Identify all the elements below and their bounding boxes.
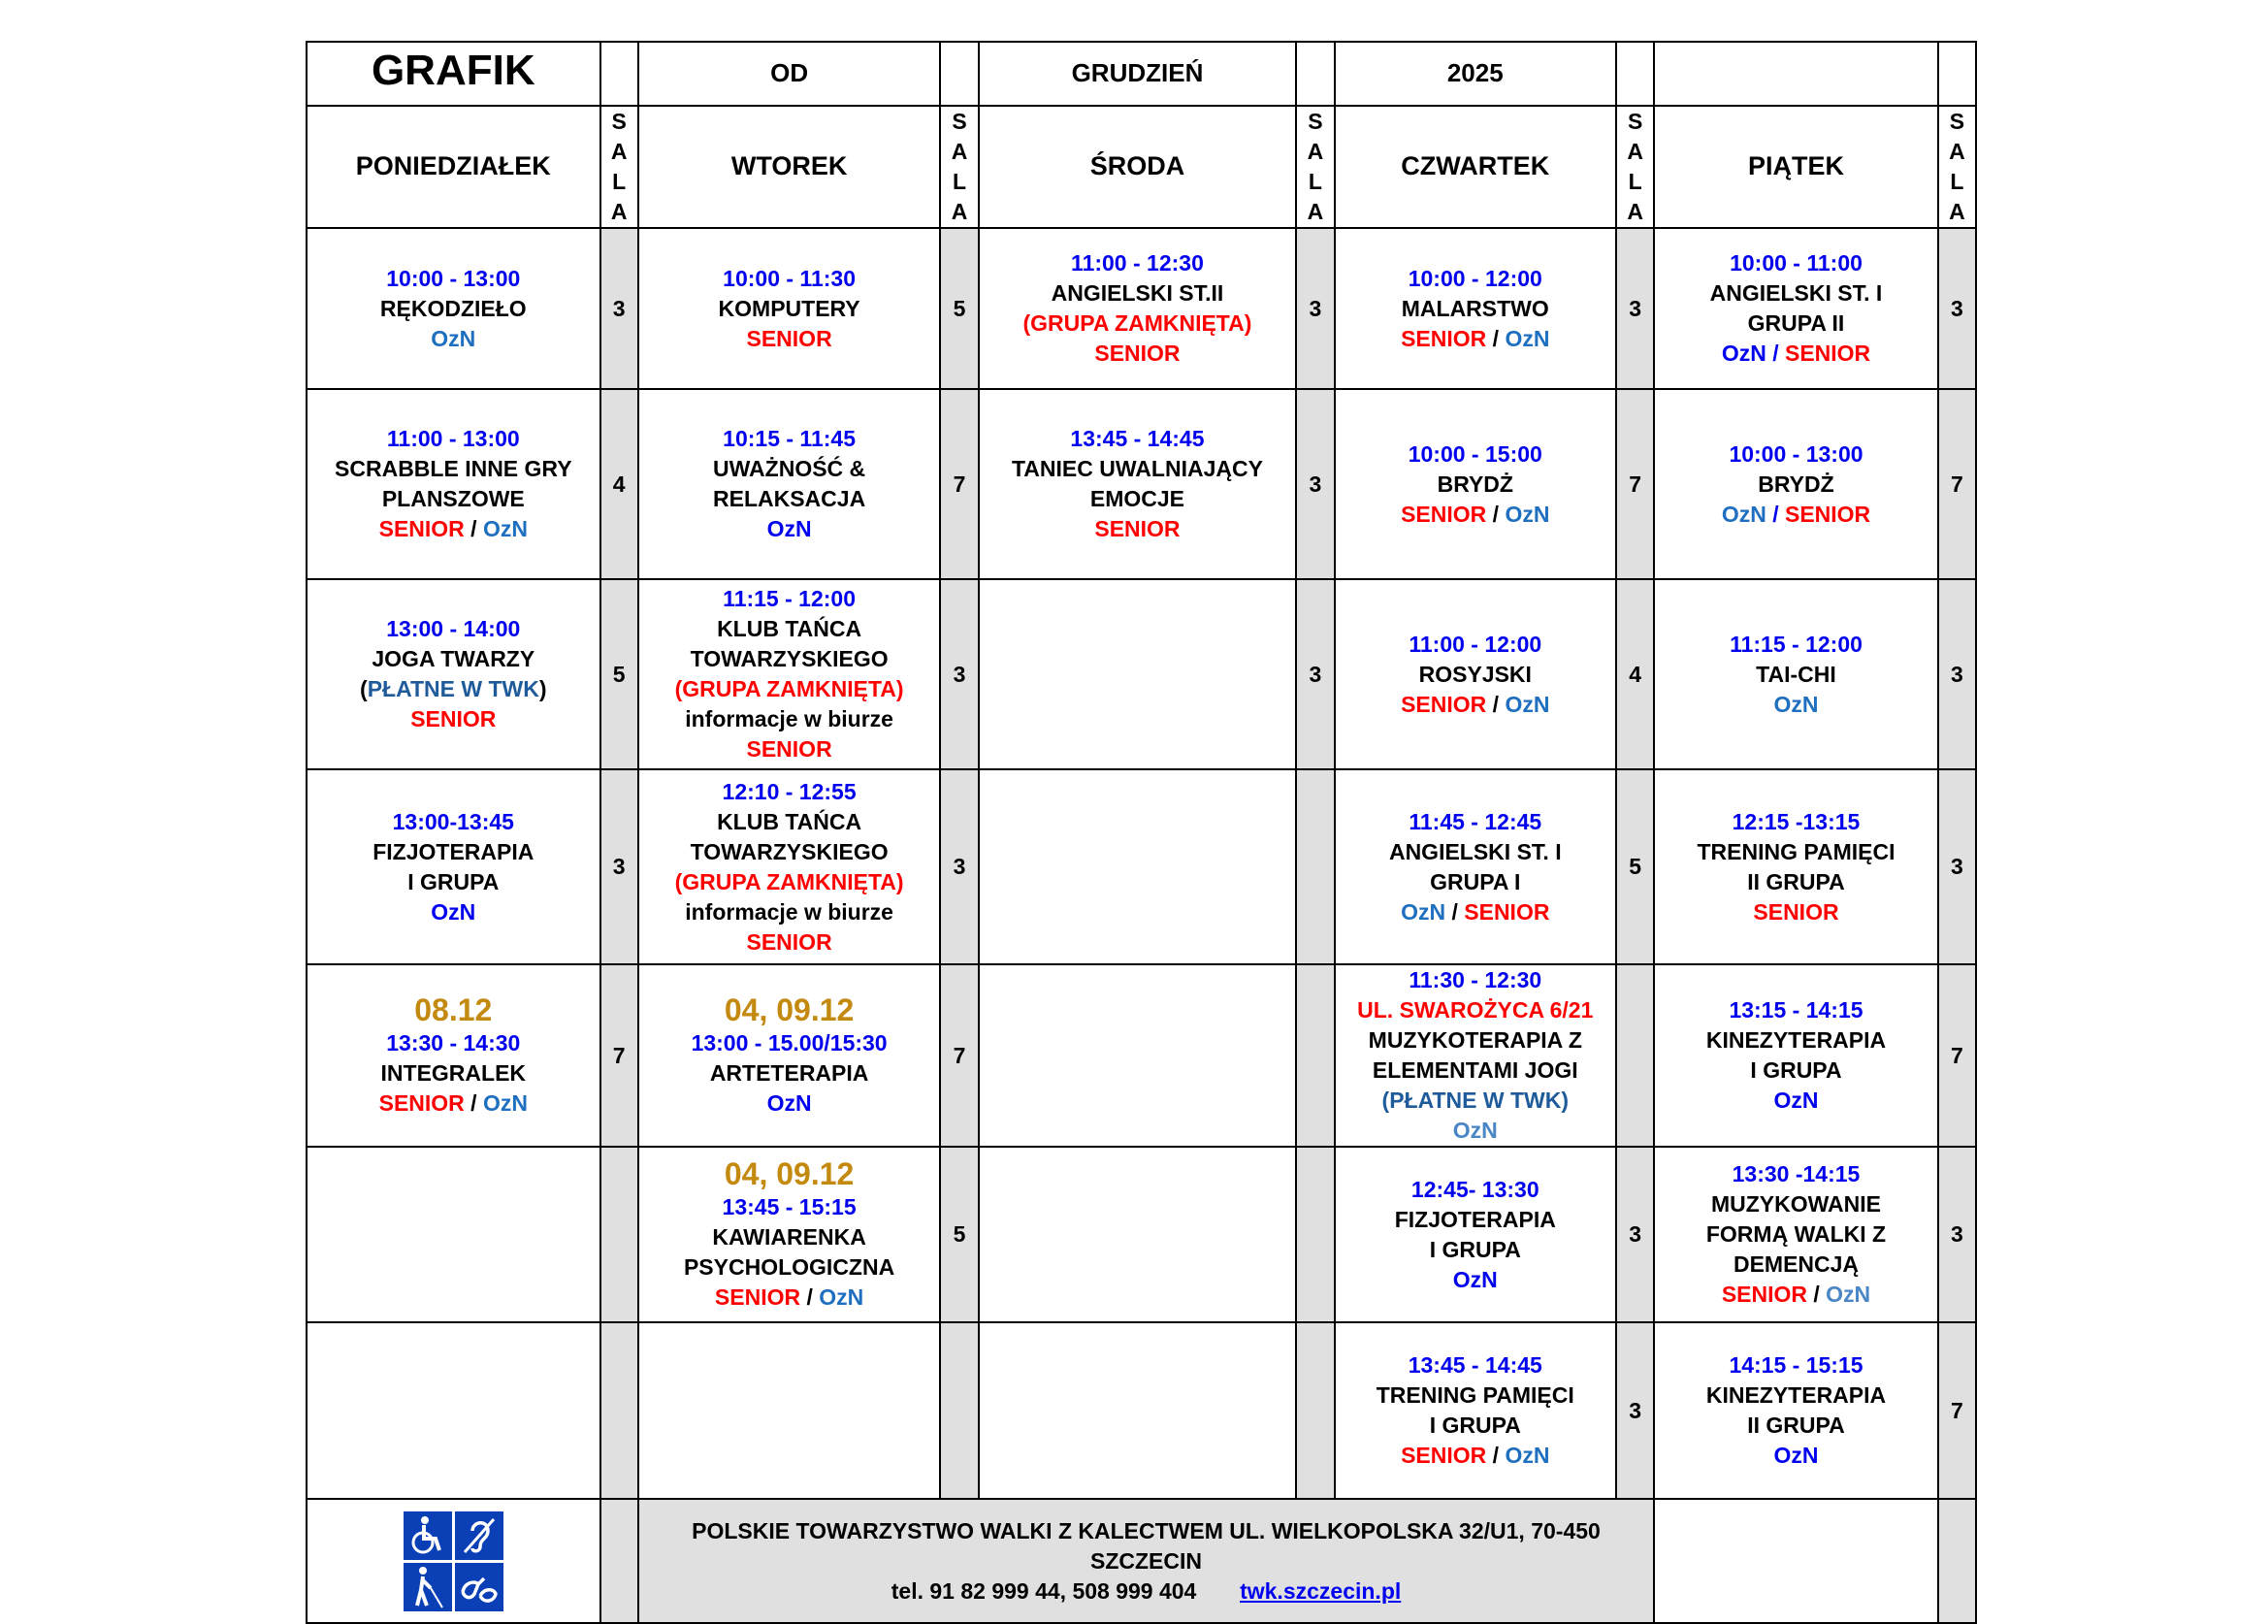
audience-label: SENIOR [378,1090,465,1116]
month-cell [979,42,1297,106]
separator: / [1445,898,1465,925]
room-number: 3 [1296,228,1334,389]
activity-title: ROSYJSKI [1418,661,1532,687]
room-number [1616,964,1654,1147]
room-number: 3 [1938,579,1976,769]
activity-cell [979,769,1297,964]
activity-title: FIZJOTERAPIA [373,838,535,864]
activity-note: SENIOR [1753,898,1839,925]
footer-row [307,1499,1976,1623]
activity-time: OzN [1773,1443,1819,1468]
activity-cell [307,1322,600,1499]
activity-time: 11:45 - 12:45 [1409,808,1542,834]
sala-letter: A [610,199,628,224]
activity-time: OzN [766,1090,812,1116]
activity-title: RELAKSACJA [713,486,866,511]
audience-label: SENIOR [378,516,465,541]
activity-cell [638,1147,941,1322]
separator: / [1766,341,1785,366]
sala-header [1938,106,1976,228]
activity-time: 11:00 - 12:30 [1071,250,1204,276]
day-header-3 [1335,106,1617,228]
activity-title: FORMĄ WALKI Z [1705,1221,1887,1247]
audience-label: SENIOR [1401,501,1487,527]
activity-time: 13:15 - 14:15 [1729,997,1863,1023]
activity-time: 13:30 - 14:30 [386,1030,521,1056]
audience-label: SENIOR [1784,501,1871,527]
audience-label: OzN [1826,1282,1871,1307]
page-title: GRAFIK [371,47,535,94]
room-number: 3 [1616,1322,1654,1499]
activity-time: 10:00 - 15:00 [1408,440,1542,467]
sala-letter: L [612,169,627,194]
activity-title: I GRUPA [1750,1057,1842,1083]
activity-title: I GRUPA [1429,1236,1521,1262]
activity-title: RĘKODZIEŁO [379,295,527,321]
room-number [940,1322,978,1499]
activity-title: INTEGRALEK [380,1060,527,1086]
audience-label: SENIOR [1784,341,1871,366]
day-name: WTOREK [730,151,848,180]
blank-cell [600,42,638,106]
sala-letter: S [1308,109,1323,134]
activity-cell [1654,389,1938,579]
activity-cell [307,389,600,579]
accessibility-icons [404,1511,503,1611]
room-number: 5 [1616,769,1654,964]
year-label: 2025 [1446,58,1504,87]
activity-line [1336,897,1616,927]
audience-label: OzN [1401,898,1446,925]
from-label: OD [770,58,809,87]
blank-cell [1654,1499,1938,1623]
activity-note: SENIOR [410,706,497,731]
activity-line [1336,324,1616,354]
activity-cell [307,1147,600,1322]
day-name: ŚRODA [1089,151,1185,180]
activity-note: OzN [431,325,476,351]
schedule-row [307,579,1976,769]
room-number: 3 [1938,1147,1976,1322]
blank-cell [1938,1499,1976,1623]
sala-letter: A [610,139,628,164]
activity-time: 11:15 - 12:00 [1730,631,1863,657]
activity-title: I GRUPA [1429,1413,1521,1438]
schedule-table [306,41,1977,1624]
activity-time: 10:00 - 12:00 [1408,265,1542,291]
activity-cell [979,964,1297,1147]
room-number: 7 [1938,964,1976,1147]
activity-time: 12:10 - 12:55 [722,778,857,804]
audience-label: SENIOR [1721,1282,1807,1307]
room-number: 4 [1616,579,1654,769]
activity-title: ELEMENTAMI JOGI [1372,1057,1578,1083]
activity-note: (GRUPA ZAMKNIĘTA) [1022,310,1252,336]
activity-cell [1335,964,1617,1147]
phone-numbers: tel. 91 82 999 44, 508 999 404 [891,1577,1197,1604]
room-number [1296,1322,1334,1499]
activity-title: GRUPA I [1430,868,1521,894]
activity-cell [979,1147,1297,1322]
activity-title: BRYDŻ [1758,471,1834,497]
activity-time: 12:15 -13:15 [1732,808,1861,834]
activity-cell [1654,228,1938,389]
audience-label: SENIOR [1401,691,1487,717]
separator: / [1486,501,1506,527]
activity-title: KINEZYTERAPIA [1705,1027,1887,1053]
room-number [600,1147,638,1322]
year-cell [1335,42,1617,106]
activity-note: SENIOR [746,736,832,762]
activity-title: II GRUPA [1747,868,1845,894]
sala-letter: A [1627,199,1643,224]
activity-line [1336,1441,1616,1471]
activity-title: EMOCJE [1089,486,1185,511]
month-label: GRUDZIEŃ [1071,58,1204,87]
activity-cell [1654,1147,1938,1322]
activity-note: SENIOR [1094,516,1181,541]
room-number: 3 [1938,769,1976,964]
from-cell [638,42,941,106]
activity-line [1655,339,1937,369]
audience-label: SENIOR [1401,1443,1487,1468]
activity-cell [638,964,941,1147]
activity-title: informacje w biurze [685,706,893,731]
room-number: 4 [600,389,638,579]
activity-cell [1654,579,1938,769]
separator: / [464,1090,483,1116]
sala-letter: A [1627,139,1643,164]
activity-time: 11:00 - 13:00 [386,426,520,451]
activity-cell [1335,769,1617,964]
audience-label: SENIOR [1401,325,1487,351]
room-number: 7 [600,964,638,1147]
room-number: 7 [1616,389,1654,579]
separator: / [1486,1443,1506,1468]
separator: / [800,1284,820,1310]
sala-letter: L [1308,169,1322,194]
activity-title: I GRUPA [407,868,500,894]
activity-time: OzN [766,516,812,541]
sala-letter: A [1949,139,1965,164]
activity-title: DEMENCJĄ [1733,1251,1860,1277]
audience-label: OzN [1505,501,1550,527]
room-number: 7 [1938,389,1976,579]
activity-line [639,1283,940,1313]
activity-note: UL. SWAROŻYCA 6/21 [1357,997,1594,1023]
blank-cell [1654,42,1938,106]
paren: ) [538,676,547,701]
activity-line [308,514,599,544]
schedule-row [307,228,1976,389]
room-number [1296,1147,1334,1322]
activity-time: 13:45 - 15:15 [722,1194,857,1219]
activity-title: TOWARZYSKIEGO [690,646,889,671]
activity-time: 13:00 - 15.00/15:30 [691,1030,888,1056]
activity-cell [979,579,1297,769]
activity-title: ANGIELSKI ST. I [1388,838,1562,864]
sala-letter: A [1949,199,1965,224]
activity-title: informacje w biurze [685,898,893,925]
room-number: 5 [600,579,638,769]
day-name: CZWARTEK [1401,151,1550,180]
room-number: 3 [1938,228,1976,389]
day-header-4 [1654,106,1938,228]
sala-letter: A [951,199,968,224]
activity-time: 13:45 - 14:45 [1070,426,1205,451]
audience-label: OzN [1505,1443,1550,1468]
activity-note: (GRUPA ZAMKNIĘTA) [674,868,904,894]
activity-cell [1335,1147,1617,1322]
separator: / [1486,691,1506,717]
sala-letter: L [1950,169,1964,194]
blank-cell [1938,42,1976,106]
activity-time: 10:00 - 13:00 [386,265,521,291]
activity-time: OzN [1452,1266,1498,1292]
blind-person-icon [404,1563,452,1611]
activity-cell [1654,1322,1938,1499]
audience-label: SENIOR [714,1284,801,1310]
activity-cell [1654,964,1938,1147]
schedule-row [307,769,1976,964]
day-header-1 [638,106,941,228]
separator: / [1766,501,1785,527]
activity-cell [638,389,941,579]
activity-time: 13:00-13:45 [392,808,514,834]
activity-cell [979,228,1297,389]
activity-dates: 04, 09.12 [724,992,855,1027]
sala-letter: S [1949,109,1965,134]
activity-title: TRENING PAMIĘCI [1697,838,1895,864]
activity-title: KOMPUTERY [718,295,860,321]
audience-label: OzN [819,1284,864,1310]
activity-cell [979,1322,1297,1499]
room-number: 3 [940,769,978,964]
activity-cell [638,1322,941,1499]
activity-title: BRYDŻ [1437,471,1513,497]
activity-title: MUZYKOTERAPIA Z [1368,1027,1582,1053]
activity-title: FIZJOTERAPIA [1394,1206,1556,1232]
room-number: 3 [600,228,638,389]
sign-language-icon [455,1563,503,1611]
activity-note: OzN [1773,691,1819,717]
separator: / [1807,1282,1827,1307]
sala-header [940,106,978,228]
activity-title: TOWARZYSKIEGO [690,838,889,864]
activity-time: 10:00 - 11:00 [1730,250,1863,276]
separator: / [1486,325,1506,351]
activity-title: KAWIARENKA [712,1224,866,1250]
footer-info [638,1499,1654,1623]
schedule-row [307,1322,1976,1499]
activity-title: TRENING PAMIĘCI [1376,1382,1574,1408]
sala-letter: S [611,109,627,134]
hearing-impaired-icon [455,1511,503,1560]
activity-dates: 04, 09.12 [724,1156,855,1191]
activity-time: 12:45- 13:30 [1410,1176,1539,1202]
website-link[interactable]: twk.szczecin.pl [1240,1577,1402,1604]
activity-line [308,674,599,704]
audience-label: OzN [482,1090,528,1116]
activity-cell [638,579,941,769]
audience-label: OzN [1505,691,1550,717]
sala-letter: L [952,169,967,194]
activity-title: ARTETERAPIA [709,1060,869,1086]
separator: / [464,516,483,541]
activity-time: 10:00 - 11:30 [723,265,856,291]
sala-header [1296,106,1334,228]
audience-label: OzN [482,516,528,541]
activity-line [1655,1280,1937,1310]
activity-time: 13:45 - 14:45 [1408,1352,1542,1378]
day-name: PONIEDZIAŁEK [355,151,551,180]
activity-time: 13:30 -14:15 [1732,1161,1861,1186]
activity-title: PSYCHOLOGICZNA [683,1254,895,1280]
sala-letter: S [1627,109,1643,134]
activity-title: JOGA TWARZY [372,646,535,671]
sala-letter: S [952,109,967,134]
activity-title: TANIEC UWALNIAJĄCY [1011,456,1263,481]
blank-cell [1616,42,1654,106]
blank-cell [940,42,978,106]
paid-note: PŁATNE W TWK [367,676,539,701]
activity-cell [307,579,600,769]
title-cell [307,42,600,106]
room-number: 7 [940,964,978,1147]
activity-title: ANGIELSKI ST. I [1709,280,1883,306]
sala-letter: L [1628,169,1642,194]
room-number: 3 [940,579,978,769]
schedule-row [307,389,1976,579]
sala-header [600,106,638,228]
blank-cell [1296,42,1334,106]
activity-note: SENIOR [1094,341,1181,366]
day-header-2 [979,106,1297,228]
room-number: 7 [940,389,978,579]
activity-time: 11:15 - 12:00 [723,586,856,611]
paren: ( [360,676,368,701]
sala-letter: A [1307,199,1324,224]
activity-time: 10:00 - 13:00 [1729,440,1863,467]
room-number: 7 [1938,1322,1976,1499]
sala-letter: A [951,139,968,164]
activity-time: 10:15 - 11:45 [723,426,856,451]
activity-title: UWAŻNOŚĆ & [713,456,866,481]
activity-cell [979,389,1297,579]
audience-label: OzN [1505,325,1550,351]
activity-cell [1654,769,1938,964]
schedule-row [307,964,1976,1147]
sala-header [1616,106,1654,228]
header-row [307,42,1976,106]
audience-label: OzN [1721,341,1766,366]
activity-title: MALARSTWO [1401,295,1549,321]
activity-note: SENIOR [746,928,832,955]
sala-letter: A [1307,139,1324,164]
room-number: 5 [940,228,978,389]
activity-cell [307,964,600,1147]
activity-line [308,1088,599,1119]
activity-cell [1335,228,1617,389]
room-number: 3 [1616,1147,1654,1322]
activity-title: KLUB TAŃCA [717,616,862,641]
room-number [600,1322,638,1499]
org-address: POLSKIE TOWARZYSTWO WALKI Z KALECTWEM UL. WIELKOPOLSKA 32/U1, 70-450 SZCZECIN [692,1517,1601,1574]
activity-title: SCRABBLE INNE GRY [335,456,572,481]
wheelchair-icon [404,1511,452,1560]
activity-line [1336,500,1616,530]
activity-dates: 08.12 [414,992,493,1027]
activity-time: 14:15 - 15:15 [1729,1352,1863,1378]
blank-cell [600,1499,638,1623]
activity-cell [1335,579,1617,769]
activity-title: GRUPA II [1747,310,1845,336]
room-number: 3 [600,769,638,964]
contact-line [639,1576,1653,1607]
activity-time: 11:00 - 12:00 [1409,631,1542,657]
room-number: 3 [1296,389,1334,579]
activity-note: (GRUPA ZAMKNIĘTA) [674,676,904,701]
activity-note: OzN [1452,1118,1498,1143]
activity-note: SENIOR [746,325,832,351]
activity-cell [1335,1322,1617,1499]
room-number [1296,964,1334,1147]
activity-time: OzN [431,898,476,925]
activity-title: PLANSZOWE [381,486,525,511]
activity-line [1655,500,1937,530]
audience-label: SENIOR [1464,898,1550,925]
activity-time: 11:30 - 12:30 [1409,967,1542,992]
activity-cell [1335,389,1617,579]
days-row [307,106,1976,228]
activity-title: ANGIELSKI ST.II [1051,280,1224,306]
room-number: 5 [940,1147,978,1322]
accessibility-icons-cell [307,1499,600,1623]
day-name: PIĄTEK [1747,151,1844,180]
activity-cell [307,228,600,389]
room-number: 3 [1296,579,1334,769]
activity-cell [307,769,600,964]
audience-label: OzN [1721,501,1766,527]
activity-line [1336,690,1616,720]
activity-time: OzN [1773,1088,1819,1113]
room-number: 3 [1616,228,1654,389]
activity-title: MUZYKOWANIE [1710,1191,1882,1217]
activity-cell [638,228,941,389]
activity-title: KINEZYTERAPIA [1705,1382,1887,1408]
activity-title: II GRUPA [1747,1413,1845,1438]
activity-title: KLUB TAŃCA [717,808,862,834]
room-number [1296,769,1334,964]
activity-time: 13:00 - 14:00 [386,616,521,641]
activity-title: TAI-CHI [1756,661,1836,687]
schedule-row [307,1147,1976,1322]
activity-note: (PŁATNE W TWK) [1381,1088,1569,1113]
day-header-0 [307,106,600,228]
activity-cell [638,769,941,964]
